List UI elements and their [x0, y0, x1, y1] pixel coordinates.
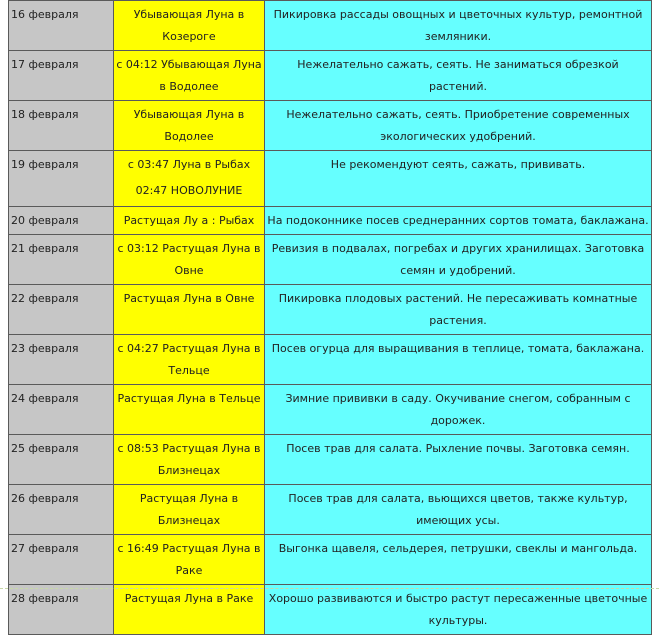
garden-work-cell: На подоконнике посев среднеранних сортов томата, баклажана.	[265, 207, 652, 235]
garden-work-cell: Зимние прививки в саду. Окучивание снегом, собранным с дорожек.	[265, 385, 652, 435]
table-row	[9, 151, 652, 207]
garden-work-cell: Посев огурца для выращивания в теплице, томата, баклажана.	[265, 335, 652, 385]
moon-phase-cell	[114, 485, 265, 535]
moon-phase-cell	[114, 51, 265, 101]
moon-phase-text: с 03:12 Растущая Луна в Овне	[117, 242, 261, 277]
date-cell: 17 февраля	[9, 51, 114, 101]
garden-work-cell: Хорошо развиваются и быстро растут пересаженные цветочные культуры.	[265, 585, 652, 635]
garden-work-cell: Нежелательно сажать, сеять. Приобретение современных экологических удобрений.	[265, 101, 652, 151]
date-cell: 23 февраля	[9, 335, 114, 385]
date-cell: 26 февраля	[9, 485, 114, 535]
date-cell: 16 февраля	[9, 1, 114, 51]
moon-phase-text: Убывающая Луна в Козероге	[133, 8, 245, 43]
lunar-calendar-table	[8, 0, 652, 635]
garden-work-cell: Посев трав для салата. Рыхление почвы. Заготовка семян.	[265, 435, 652, 485]
bottom-divider	[0, 588, 659, 589]
moon-phase-text: Растущая Луна в Близнецах	[139, 492, 239, 527]
table-row	[9, 1, 652, 51]
moon-phase-cell	[114, 101, 265, 151]
date-cell: 19 февраля	[9, 151, 114, 207]
table-row	[9, 207, 652, 235]
moon-phase-text: с 03:47 Луна в Рыбах	[127, 158, 251, 171]
table-row	[9, 535, 652, 585]
moon-phase-text: Растущая Лу а : Рыбах	[123, 214, 255, 227]
date-cell: 20 февраля	[9, 207, 114, 235]
date-cell: 27 февраля	[9, 535, 114, 585]
table-row	[9, 51, 652, 101]
garden-work-cell: Посев трав для салата, вьющихся цветов, также культур, имеющих усы.	[265, 485, 652, 535]
moon-phase-text: с 04:27 Растущая Луна в Тельце	[117, 342, 261, 377]
moon-phase-text: с 16:49 Растущая Луна в Раке	[117, 542, 261, 577]
moon-phase-text: Убывающая Луна в Водолее	[133, 108, 245, 143]
moon-phase-text: Растущая Луна в Раке	[124, 592, 254, 605]
moon-phase-cell	[114, 435, 265, 485]
garden-work-cell: Ревизия в подвалах, погребах и других хранилищах. Заготовка семян и удобрений.	[265, 235, 652, 285]
garden-work-cell: Пикировка рассады овощных и цветочных культур, ремонтной земляники.	[265, 1, 652, 51]
table-row	[9, 385, 652, 435]
moon-phase-cell	[114, 207, 265, 235]
table-row	[9, 435, 652, 485]
date-cell: 25 февраля	[9, 435, 114, 485]
table-row	[9, 285, 652, 335]
table-row	[9, 101, 652, 151]
date-cell: 24 февраля	[9, 385, 114, 435]
date-cell: 21 февраля	[9, 235, 114, 285]
table-row	[9, 335, 652, 385]
moon-phase-cell	[114, 585, 265, 635]
table-row	[9, 485, 652, 535]
date-cell: 18 февраля	[9, 101, 114, 151]
moon-phase-cell	[114, 151, 265, 207]
moon-phase-text: с 04:12 Убывающая Луна в Водолее	[116, 58, 262, 93]
table-row	[9, 585, 652, 635]
garden-work-cell: Выгонка щавеля, сельдерея, петрушки, свеклы и мангольда.	[265, 535, 652, 585]
garden-work-cell: Пикировка плодовых растений. Не пересаживать комнатные растения.	[265, 285, 652, 335]
garden-work-cell: Нежелательно сажать, сеять. Не заниматься обрезкой растений.	[265, 51, 652, 101]
moon-phase-text: Растущая Луна в Овне	[123, 292, 255, 305]
moon-phase-cell	[114, 385, 265, 435]
table-row	[9, 235, 652, 285]
moon-phase-text: с 08:53 Растущая Луна в Близнецах	[117, 442, 261, 477]
date-cell: 22 февраля	[9, 285, 114, 335]
moon-phase-cell	[114, 335, 265, 385]
moon-phase-cell	[114, 1, 265, 51]
new-moon-note: 02:47 НОВОЛУНИЕ	[135, 184, 243, 197]
garden-work-cell: Не рекомендуют сеять, сажать, прививать.	[265, 151, 652, 207]
moon-phase-cell	[114, 535, 265, 585]
moon-phase-text: Растущая Луна в Тельце	[117, 392, 261, 405]
date-cell: 28 февраля	[9, 585, 114, 635]
moon-phase-cell	[114, 285, 265, 335]
calendar-body	[9, 1, 652, 635]
moon-phase-cell	[114, 235, 265, 285]
